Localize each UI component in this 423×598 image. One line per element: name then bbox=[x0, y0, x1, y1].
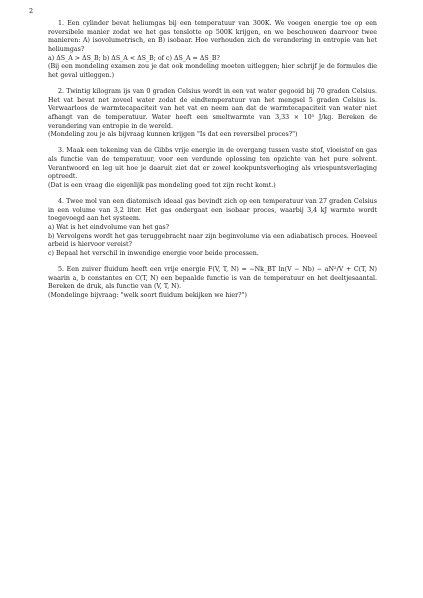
problem-3 bbox=[48, 147, 377, 190]
problem-1-text: 1. Een cylinder bevat heliumgas bij een temperatuur van 300K. We voegen energie toe op een reversibele manier zodat we het gas tenslotte op 500K krijgen, en we beschouwen daarvoor twee manieren: A) isovolumetrisch, en B) isobaar. Hoe verhouden zich de verandering in entropie van het heliumgas? bbox=[48, 20, 377, 53]
problem-5-text: 5. Een zuiver fluidum heeft een vrije energie F(V, T, N) = −Nk_BT ln(V − Nb) − aN²/V + C(T, N) waarin a, b constantes en C(T, N) een bepaalde functie is van de temperatuur en het deeltjesaantal. Bereken de druk, als functie van (V, T, N). bbox=[48, 265, 377, 291]
page-number: 2 bbox=[29, 7, 34, 15]
problem-1 bbox=[48, 20, 377, 81]
problem-1-options: a) ΔS_A > ΔS_B; b) ΔS_A < ΔS_B; of c) ΔS_A = ΔS_B? bbox=[48, 54, 220, 62]
problem-2-text: 2. Twintig kilogram ijs van 0 graden Celsius wordt in een vat water gegooid bij 70 graden Celsius. Het vat bevat net zoveel water zodat de eindtemperatuur van het mengsel 5 graden Celsius is. Verwaarloos de warmtecapaciteit van het vat en neem aan dat de warmtecapaciteit van water niet afhangt van de temperatuur. Water heeft een smeltwarmte van 3,33 × 10⁵ J/kg. Bereken de verandering van entropie in de wereld. bbox=[48, 87, 377, 130]
problem-5 bbox=[48, 266, 377, 301]
problem-4-part-c: c) Bepaal het verschil in inwendige energie voor beide processen. bbox=[48, 249, 259, 257]
problem-5-note: (Mondelinge bijvraag: "welk soort fluidum bekijken we hier?") bbox=[48, 291, 247, 299]
problem-2-note: (Mondeling zou je als bijvraag kunnen krijgen "Is dat een reversibel proces?") bbox=[48, 131, 298, 139]
exam-questions bbox=[48, 20, 377, 308]
problem-1-note: (Bij een mondeling examen zou je dat ook mondeling moeten uitleggen; hier schrijf je de formules die het geval uitleggen.) bbox=[48, 63, 377, 79]
problem-4-part-b: b) Vervolgens wordt het gas teruggebracht naar zijn beginvolume via een adiabatisch proces. Hoeveel arbeid is hiervoor vereist? bbox=[48, 232, 377, 249]
problem-4-part-a: a) Wat is het eindvolume van het gas? bbox=[48, 223, 170, 231]
problem-4-text: 4. Twee mol van een diatomisch ideaal gas bevindt zich op een temperatuur van 27 graden Celsius in een volume van 3,2 liter. Het gas ondergaat een isobaar proces, waarbij 3,4 kJ warmte wordt toegevoegd aan het systeem. bbox=[48, 197, 377, 223]
problem-3-text: 3. Maak een tekening van de Gibbs vrije energie in de overgang tussen vaste stof, vloeistof en gas als functie van de temperatuur, voor een verdunde oplossing ten opzichte van het pure solvent. Verantwoord en leg uit hoe je daaruit ziet dat er zowel kookpuntsverhoging als vriespuntsverlaging optreedt. bbox=[48, 147, 377, 181]
problem-2 bbox=[48, 88, 377, 140]
problem-3-note: (Dat is een vraag die eigenlijk pas mondeling goed tot zijn recht komt.) bbox=[48, 181, 276, 189]
problem-4 bbox=[48, 198, 377, 259]
